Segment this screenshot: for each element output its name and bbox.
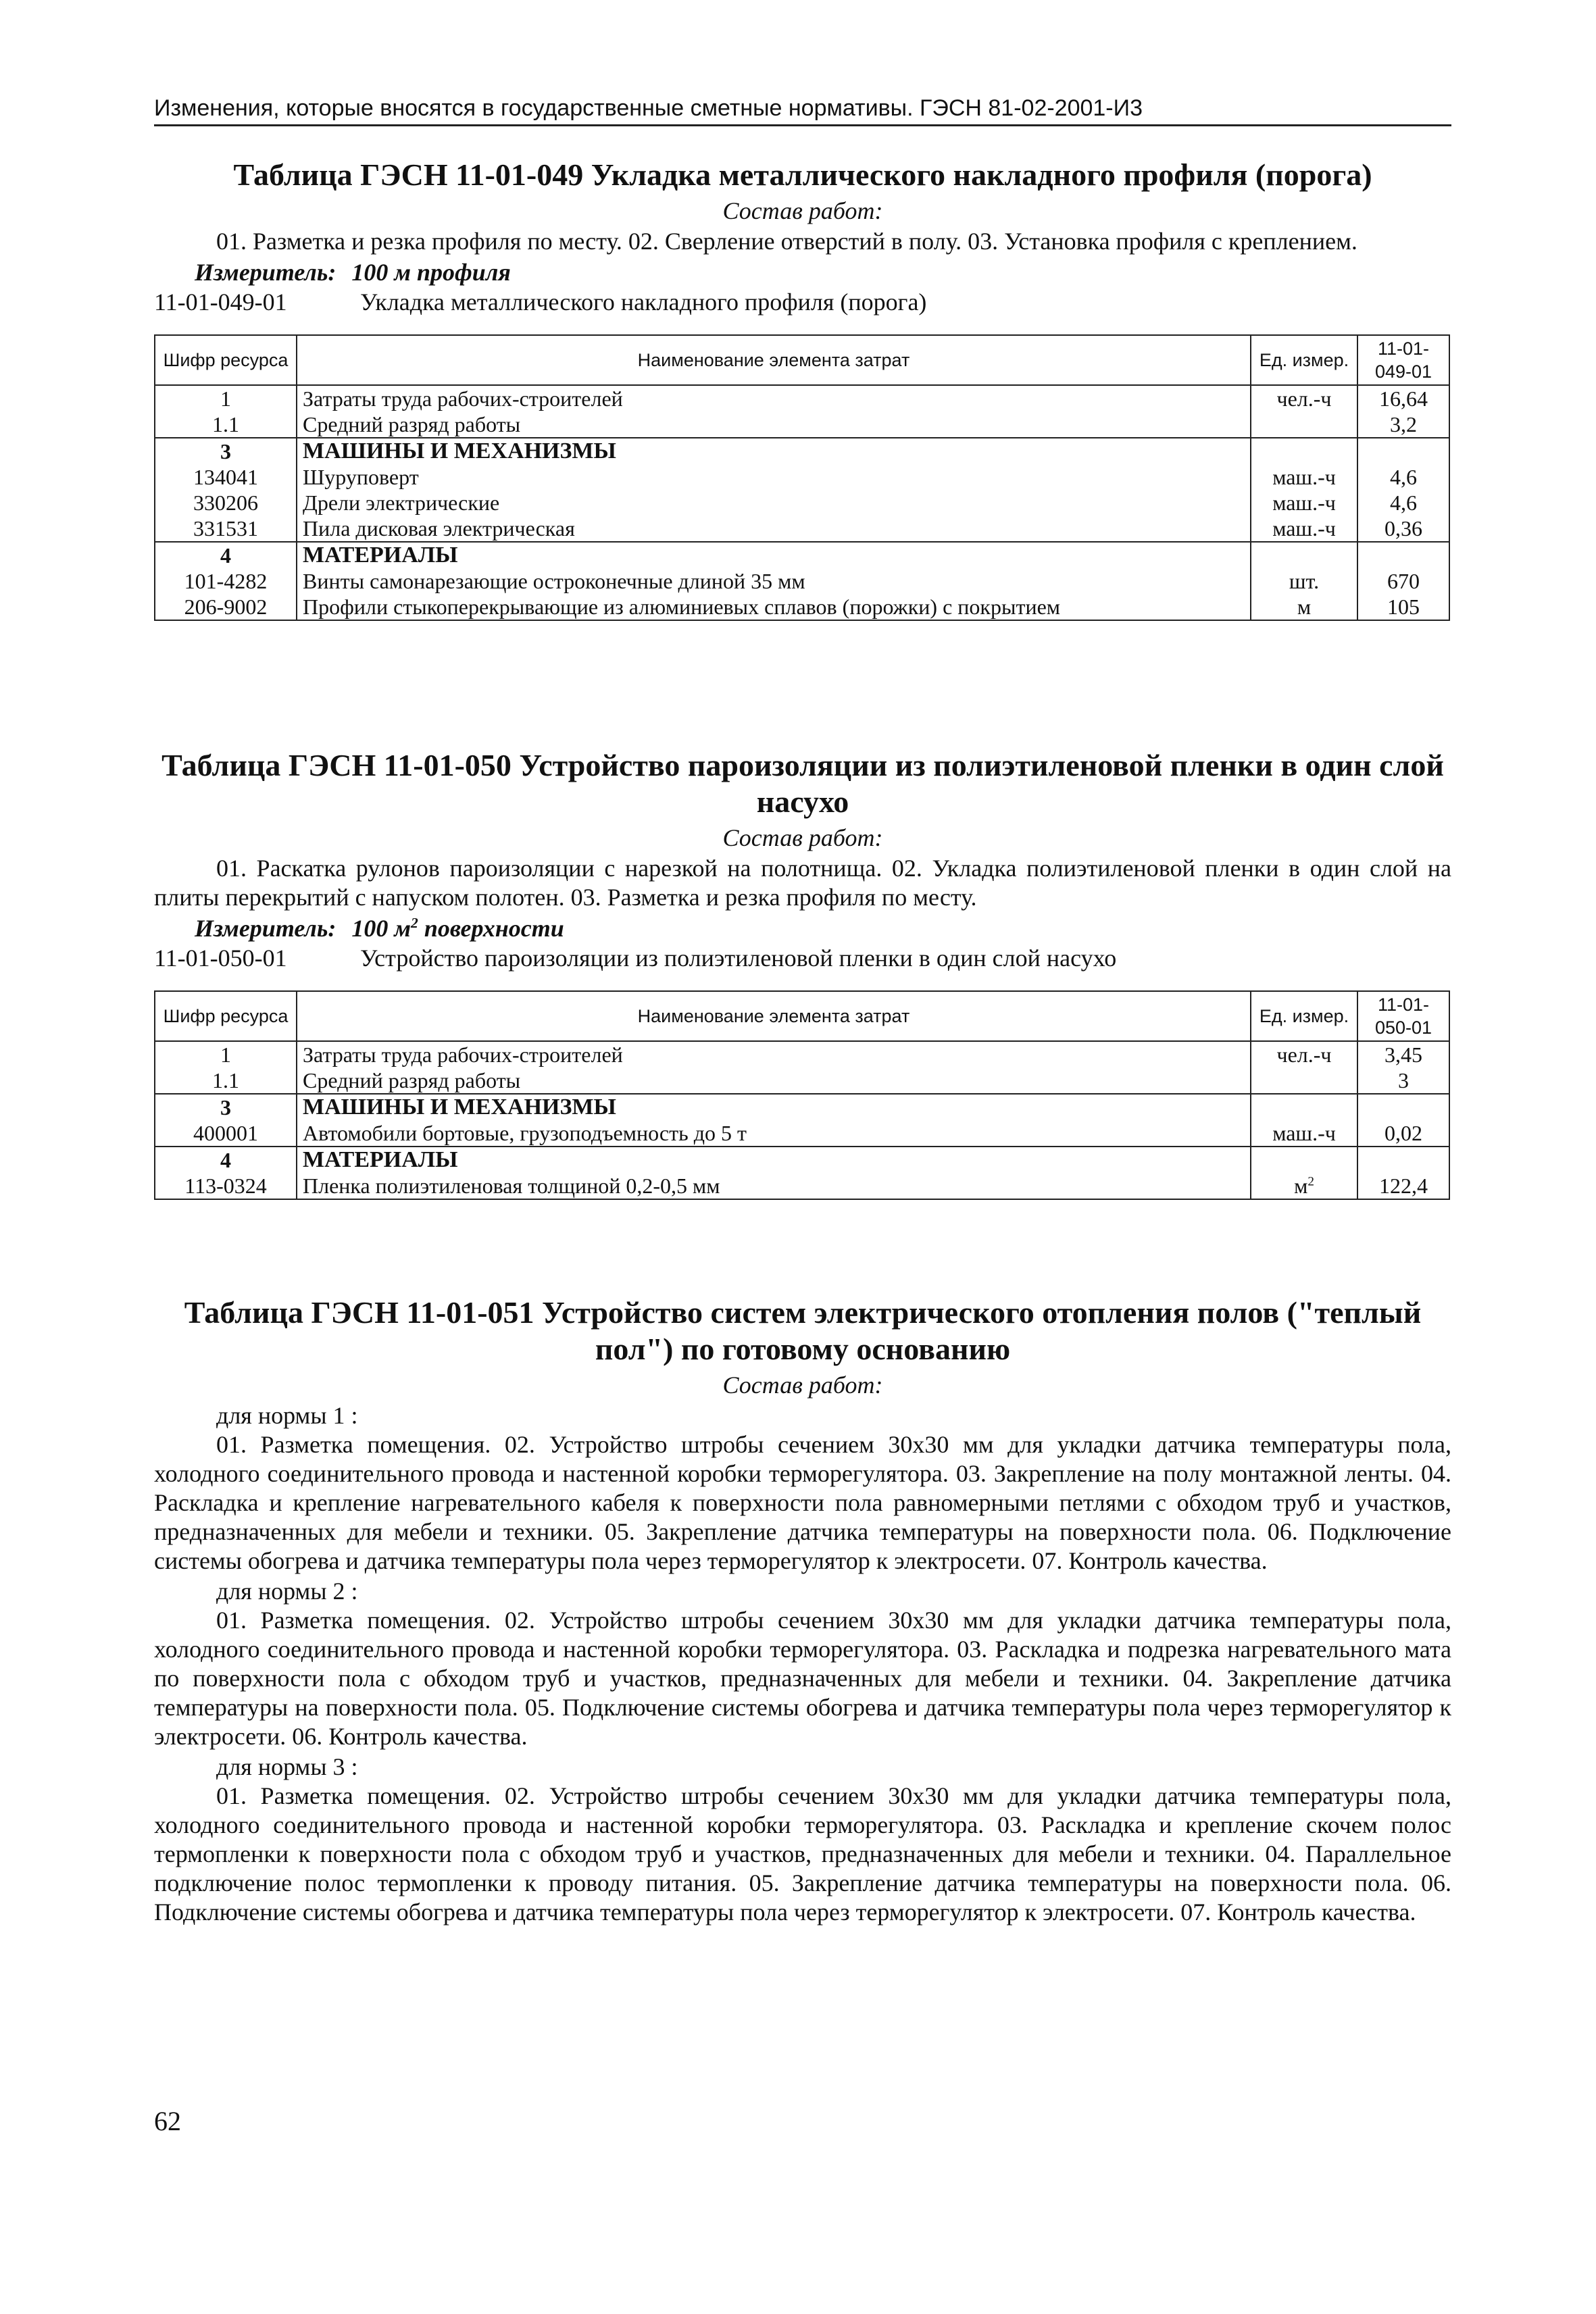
norm-name: Укладка металлического накладного профиля (порога)	[360, 288, 927, 316]
header-norm-code: 11-01-049-01	[1357, 335, 1449, 385]
table-group-row	[155, 1094, 1449, 1120]
row-name: МАТЕРИАЛЫ	[297, 1147, 1251, 1173]
measure-line	[195, 913, 1451, 943]
sostav-label: Состав работ:	[722, 824, 883, 851]
row-unit: маш.-ч	[1251, 464, 1357, 490]
table-row	[155, 1041, 1449, 1067]
measure-tail: поверхности	[424, 915, 564, 942]
measure-line	[195, 257, 1451, 287]
norm-code-line	[154, 287, 1451, 317]
row-value	[1357, 438, 1449, 464]
norm-label: для нормы 2 :	[216, 1578, 358, 1605]
header-code: Шифр ресурса	[155, 335, 297, 385]
table-row	[155, 568, 1449, 594]
row-value	[1357, 1094, 1449, 1120]
works-text: 01. Разметка и резка профиля по месту. 02. Сверление отверстий в полу. 03. Установка профиля с креплением.	[216, 228, 1357, 255]
table-header-row	[155, 335, 1449, 385]
row-code: 331531	[155, 515, 297, 542]
norm-code: 11-01-050-01	[154, 945, 287, 972]
section-title: Таблица ГЭСН 11-01-050 Устройство пароизоляции из полиэтиленовой пленки в один слой насухо	[161, 748, 1444, 819]
measure-label: Измеритель:	[195, 259, 336, 286]
header-unit: Ед. измер.	[1251, 991, 1357, 1041]
row-code: 1	[155, 1041, 297, 1067]
norm-text: 01. Разметка помещения. 02. Устройство штробы сечением 30х30 мм для укладки датчика температуры пола, холодного соединительного провода и настенной коробки терморегулятора. 03. Раскладка и подрезка нагревательного мата по поверхности пола с обходом труб и участков, предназначенных для мебели и техники. 04. Закрепление датчика температуры на поверхности пола. 05. Подключение системы обогрева и датчика температуры пола через терморегулятор к электросети. 06. Контроль качества.	[154, 1607, 1451, 1750]
row-name: Затраты труда рабочих-строителей	[297, 1041, 1251, 1067]
header-name: Наименование элемента затрат	[297, 335, 1251, 385]
header-code: Шифр ресурса	[155, 991, 297, 1041]
row-unit-text: м	[1294, 1174, 1308, 1198]
row-value: 122,4	[1357, 1173, 1449, 1199]
measure-value: 100 м профиля	[351, 259, 511, 286]
measure-superscript: 2	[411, 915, 418, 931]
section-title: Таблица ГЭСН 11-01-049 Укладка металлического накладного профиля (порога)	[233, 157, 1372, 192]
section-11-01-049	[154, 157, 1451, 621]
header-unit: Ед. измер.	[1251, 335, 1357, 385]
table-row	[155, 464, 1449, 490]
table-row	[155, 411, 1449, 438]
row-name: Винты самонарезающие остроконечные длиной 35 мм	[297, 568, 1251, 594]
row-unit: маш.-ч	[1251, 1120, 1357, 1147]
row-value: 3	[1357, 1067, 1449, 1094]
row-name: МАТЕРИАЛЫ	[297, 542, 1251, 568]
row-name: Пленка полиэтиленовая толщиной 0,2-0,5 мм	[297, 1173, 1251, 1199]
resource-table	[154, 334, 1450, 621]
norm-text: 01. Разметка помещения. 02. Устройство штробы сечением 30х30 мм для укладки датчика температуры пола, холодного соединительного провода и настенной коробки терморегулятора. 03. Раскладка и крепление скочем полос термопленки к поверхности пола с обходом труб и участков, предназначенных для мебели и техники. 04. Параллельное подключение полос термопленки к проводу питания. 05. Закрепление датчика температуры на поверхности пола. 06. Подключение системы обогрева и датчика температуры пола через терморегулятор к электросети. 07. Контроль качества.	[154, 1782, 1451, 1926]
section-title: Таблица ГЭСН 11-01-051 Устройство систем электрического отопления полов ("теплый пол") по готовому основанию	[184, 1295, 1422, 1366]
row-code: 1.1	[155, 1067, 297, 1094]
row-name: Затраты труда рабочих-строителей	[297, 385, 1251, 411]
works-text: 01. Раскатка рулонов пароизоляции с нарезкой на полотнища. 02. Укладка полиэтиленовой пленки в один слой на плиты перекрытий с напуском полотен. 03. Разметка и резка профиля по месту.	[154, 855, 1451, 911]
row-unit: шт.	[1251, 568, 1357, 594]
sostav-label: Состав работ:	[722, 1372, 883, 1399]
row-code: 1	[155, 385, 297, 411]
header-name: Наименование элемента затрат	[297, 991, 1251, 1041]
row-code: 330206	[155, 490, 297, 515]
row-name: МАШИНЫ И МЕХАНИЗМЫ	[297, 1094, 1251, 1120]
norm-code-line	[154, 943, 1451, 973]
table-group-row	[155, 1147, 1449, 1173]
row-code: 101-4282	[155, 568, 297, 594]
table-row	[155, 515, 1449, 542]
row-code: 206-9002	[155, 594, 297, 620]
measure-label: Измеритель:	[195, 915, 336, 942]
row-code: 113-0324	[155, 1173, 297, 1199]
row-code: 400001	[155, 1120, 297, 1147]
row-unit	[1251, 438, 1357, 464]
section-11-01-050	[154, 747, 1451, 1200]
row-name: Профили стыкоперекрывающие из алюминиевых сплавов (порожки) с покрытием	[297, 594, 1251, 620]
row-value: 3,45	[1357, 1041, 1449, 1067]
row-unit: м	[1251, 594, 1357, 620]
norm-text: 01. Разметка помещения. 02. Устройство штробы сечением 30х30 мм для укладки датчика температуры пола, холодного соединительного провода и настенной коробки терморегулятора. 03. Закрепление на полу монтажной ленты. 04. Раскладка и крепление нагревательного кабеля к поверхности пола равномерными петлями с обходом труб и участков, предназначенных для мебели и техники. 05. Закрепление датчика температуры на поверхности пола. 06. Подключение системы обогрева и датчика температуры пола через терморегулятор к электросети. 07. Контроль качества.	[154, 1431, 1451, 1574]
row-unit: чел.-ч	[1251, 385, 1357, 411]
page-number: 62	[154, 2106, 181, 2136]
header-norm-code: 11-01-050-01	[1357, 991, 1449, 1041]
row-name: Автомобили бортовые, грузоподъемность до 5 т	[297, 1120, 1251, 1147]
row-value: 16,64	[1357, 385, 1449, 411]
row-name: МАШИНЫ И МЕХАНИЗМЫ	[297, 438, 1251, 464]
table-row	[155, 1120, 1449, 1147]
row-value: 0,02	[1357, 1120, 1449, 1147]
row-code: 3	[155, 1094, 297, 1120]
row-unit: чел.-ч	[1251, 1041, 1357, 1067]
row-code: 3	[155, 438, 297, 464]
row-value: 670	[1357, 568, 1449, 594]
measure-value-text: 100 м	[351, 915, 412, 942]
norm-code: 11-01-049-01	[154, 288, 287, 316]
norm-label: для нормы 3 :	[216, 1753, 358, 1780]
row-value: 105	[1357, 594, 1449, 620]
running-header: Изменения, которые вносятся в государственные сметные нормативы. ГЭСН 81-02-2001-И3	[154, 93, 1451, 126]
table-group-row	[155, 542, 1449, 568]
row-code: 134041	[155, 464, 297, 490]
row-name: Шуруповерт	[297, 464, 1251, 490]
row-value: 4,6	[1357, 490, 1449, 515]
row-unit	[1251, 411, 1357, 438]
resource-table	[154, 990, 1450, 1200]
measure-value	[351, 915, 564, 942]
row-value	[1357, 542, 1449, 568]
row-unit: маш.-ч	[1251, 490, 1357, 515]
row-unit	[1251, 1094, 1357, 1120]
row-unit	[1251, 1173, 1357, 1199]
row-value: 3,2	[1357, 411, 1449, 438]
row-code: 4	[155, 542, 297, 568]
table-header-row	[155, 991, 1449, 1041]
table-row	[155, 1067, 1449, 1094]
row-name: Средний разряд работы	[297, 1067, 1251, 1094]
table-row	[155, 1173, 1449, 1199]
table-row	[155, 385, 1449, 411]
row-value: 0,36	[1357, 515, 1449, 542]
row-value	[1357, 1147, 1449, 1173]
norm-name: Устройство пароизоляции из полиэтиленовой пленки в один слой насухо	[360, 945, 1117, 972]
table-group-row	[155, 438, 1449, 464]
norm-label: для нормы 1 :	[216, 1402, 358, 1429]
row-name: Дрели электрические	[297, 490, 1251, 515]
row-code: 1.1	[155, 411, 297, 438]
section-11-01-051	[154, 1294, 1451, 1927]
table-row	[155, 490, 1449, 515]
row-unit-superscript: 2	[1307, 1174, 1314, 1189]
row-unit	[1251, 542, 1357, 568]
row-unit: маш.-ч	[1251, 515, 1357, 542]
sostav-label: Состав работ:	[722, 197, 883, 224]
row-unit	[1251, 1147, 1357, 1173]
row-name: Пила дисковая электрическая	[297, 515, 1251, 542]
row-unit	[1251, 1067, 1357, 1094]
row-value: 4,6	[1357, 464, 1449, 490]
row-name: Средний разряд работы	[297, 411, 1251, 438]
row-code: 4	[155, 1147, 297, 1173]
table-row	[155, 594, 1449, 620]
